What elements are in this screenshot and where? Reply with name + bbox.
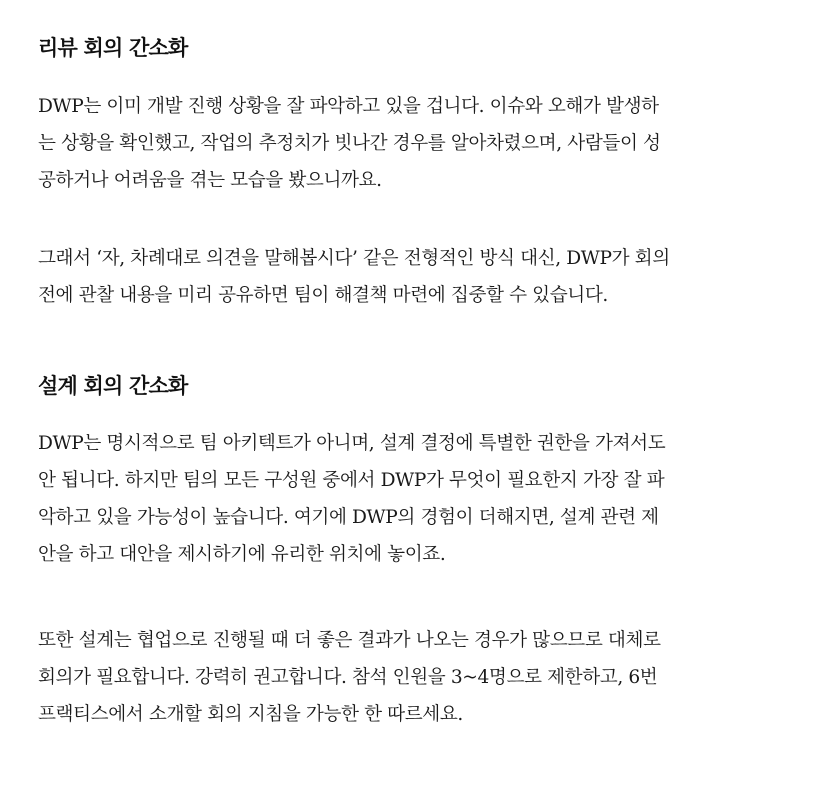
paragraph-review-1 [38,88,661,199]
text-line: DWP는 이미 개발 진행 상황을 잘 파악하고 있을 겁니다. 이슈와 오해가 발생하 [38,96,659,117]
text-line: 그래서 ‘자, 차례대로 의견을 말해봅시다’ 같은 전형적인 방식 대신, DWP가 회의 [38,248,670,269]
text-line: 또한 설계는 협업으로 진행될 때 더 좋은 결과가 나오는 경우가 많으므로 대체로 [38,630,661,651]
text-line: 회의가 필요합니다. 강력히 권고합니다. 참석 인원을 3~4명으로 제한하고, 6번 [38,667,658,688]
text-line: 안을 하고 대안을 제시하기에 유리한 위치에 놓이죠. [38,544,446,565]
section-heading-design-meeting: 설계 회의 간소화 [38,374,188,398]
paragraph-design-2 [38,622,661,733]
text-line: 악하고 있을 가능성이 높습니다. 여기에 DWP의 경험이 더해지면, 설계 관련 제 [38,507,659,528]
text-line: 전에 관찰 내용을 미리 공유하면 팀이 해결책 마련에 집중할 수 있습니다. [38,285,608,306]
text-line: 공하거나 어려움을 겪는 모습을 봤으니까요. [38,170,382,191]
text-line: 프랙티스에서 소개할 회의 지침을 가능한 한 따르세요. [38,704,463,725]
text-line: 는 상황을 확인했고, 작업의 추정치가 빗나간 경우를 알아차렸으며, 사람들이 성 [38,133,661,154]
paragraph-review-2 [38,240,670,314]
section-heading-review-meeting: 리뷰 회의 간소화 [38,36,188,60]
text-line: DWP는 명시적으로 팀 아키텍트가 아니며, 설계 결정에 특별한 권한을 가져서도 [38,433,666,454]
text-line: 안 됩니다. 하지만 팀의 모든 구성원 중에서 DWP가 무엇이 필요한지 가장 잘 파 [38,470,665,491]
paragraph-design-1 [38,425,665,573]
